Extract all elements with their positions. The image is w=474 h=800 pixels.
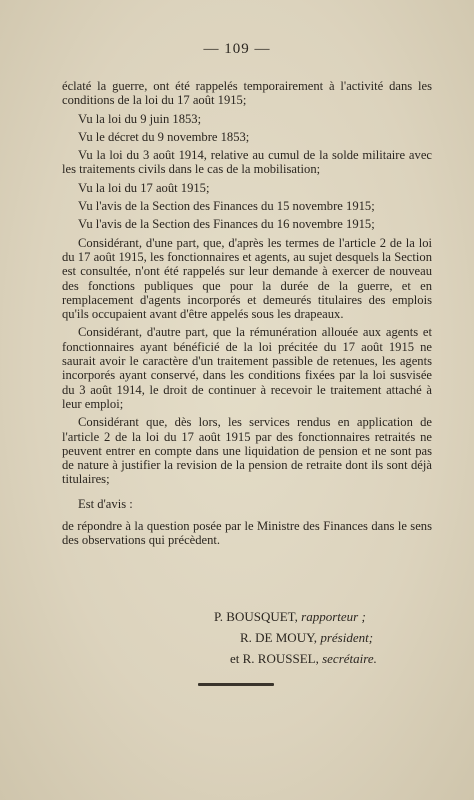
- paragraph-decision: de répondre à la question posée par le Ministre des Finances dans le sens des observations qui précèdent.: [62, 519, 432, 548]
- paragraph-est-d-avis: Est d'avis :: [78, 496, 133, 511]
- body-text: [62, 79, 432, 548]
- signature-name: et R. ROUSSEL,: [230, 651, 319, 666]
- signature-rapporteur: [214, 609, 366, 625]
- signature-secretaire: [230, 651, 377, 667]
- signature-role: rapporteur ;: [301, 609, 366, 624]
- paragraph-vu-loi-1915: Vu la loi du 17 août 1915;: [78, 180, 210, 195]
- paragraph-vu-decret-1853: Vu le décret du 9 novembre 1853;: [78, 129, 250, 144]
- paragraph-vu-loi-1914: Vu la loi du 3 août 1914, relative au cumul de la solde militaire avec les traitements civils dans le cas de la mobilisation;: [62, 148, 432, 177]
- paragraph-vu-loi-1853: Vu la loi du 9 juin 1853;: [78, 111, 202, 126]
- paragraph-considerant-1: Considérant, d'une part, que, d'après les termes de l'article 2 de la loi du 17 août 1915, les fonctionnaires et agents, au sujet desquels la Section est consultée, n'ont été rappelés sur leur demande à exercer de nouveau des fonctions publiques que pour la durée de la guerre, et en remplacement d'agents incorporés et demeurés titulaires des emplois qu'ils occupaient avant d'être appelés sous les drapeaux.: [62, 235, 432, 322]
- paragraph-considerant-3: Considérant que, dès lors, les services rendus en application de l'article 2 de la loi du 17 août 1915 par des fonctionnaires retraités ne peuvent entrer en compte dans une liquidation de pension et ne sont pas de nature à justifier la revision de la pension de retraite dont ils sont déjà titulaires;: [62, 415, 432, 487]
- signature-role: président;: [320, 630, 374, 645]
- closing-rule: [198, 683, 274, 686]
- signature-role: secrétaire.: [322, 651, 377, 666]
- signature-name: P. BOUSQUET,: [214, 609, 298, 624]
- paragraph-considerant-2: Considérant, d'autre part, que la rémunération allouée aux agents et fonctionnaires ayant bénéficié de la loi précitée du 17 août 1915 ne saurait avoir le caractère d'un traitement passible de retenues, les agents incorporés ayant conservé, dans les conditions fixées par la loi susvisée du 3 août 1914, le droit de continuer à recevoir le traitement attaché à leur emploi;: [62, 325, 432, 411]
- paragraph-vu-avis-16-nov: Vu l'avis de la Section des Finances du 16 novembre 1915;: [78, 217, 375, 232]
- signature-name: R. DE MOUY,: [240, 630, 318, 645]
- paragraph-continuation: éclaté la guerre, ont été rappelés temporairement à l'activité dans les conditions de la loi du 17 août 1915;: [62, 79, 432, 108]
- page-number: — 109 —: [203, 41, 271, 57]
- paragraph-vu-avis-15-nov: Vu l'avis de la Section des Finances du 15 novembre 1915;: [78, 199, 375, 214]
- signature-president: [240, 630, 373, 646]
